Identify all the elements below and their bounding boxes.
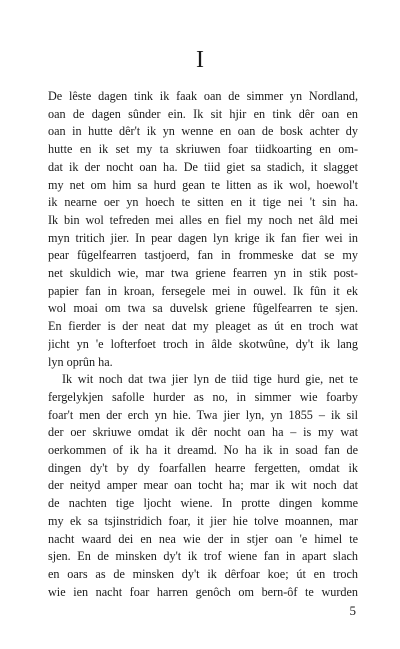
text-line: my ek sa tsjinstridich foar, it jier hie tolve moannen, mar — [48, 513, 358, 528]
text-line: der oer skriuwe omdat ik dêr nocht oan ha – is my wat — [48, 425, 358, 440]
text-line: dingen dy't by dy foarfallen hearre fergetten, omdat ik — [48, 460, 358, 475]
text-line: oan in hutte dêr't ik yn wenne en oan de bosk achter dy — [48, 124, 358, 139]
text-line: papier fan in kroan, fersegele mei in ouwel. Ik fûn it ek — [48, 283, 358, 298]
text-line: my net om him sa hurd gean te litten as ik wol, hoewol't — [48, 177, 358, 192]
text-line: lyn oprûn ha. — [48, 354, 113, 369]
text-line: jicht yn 'e lofterfoet troch in âlde skotwûne, dy't ik lang — [48, 336, 358, 351]
text-line: fergelykjen safolle hurder as no, in simmer wie foarby — [48, 389, 358, 404]
text-line: wie ien nacht foar harren genôch om bern-ôf te wurden — [48, 584, 358, 599]
page-number: 5 — [349, 603, 356, 618]
text-line: wol moai om twa sa duvelsk griene fûgelfearren te sjen. — [48, 301, 358, 316]
chapter-heading: I — [196, 47, 204, 73]
text-line: der neityd amper mear oan tocht ha; mar ik wit noch dat — [48, 478, 358, 493]
text-line: myn tritich jier. In pear dagen lyn krige ik fan fier wei in — [48, 230, 358, 245]
text-line: De lêste dagen tink ik faak oan de simmer yn Nordland, — [48, 89, 358, 103]
text-line: sjen. En de minsken dy't ik trof wiene fan in apart slach — [48, 549, 358, 564]
text-line: nacht waard dei en nea wie der in stjer oan 'e himel te — [48, 531, 358, 546]
paragraph-2 — [48, 371, 358, 601]
text-line: Ik wit noch dat twa jier lyn de tiid tige hurd gie, net te — [62, 372, 358, 387]
text-line: foar't men der erch yn hie. Twa jier lyn, yn 1855 – ik sil — [48, 407, 358, 422]
text-line: Ik bin wol tefreden mei alles en fiel my noch net âld mei — [48, 212, 358, 227]
text-line: hutte en ik set my ta skriuwen foar tiidkoarting en om- — [48, 142, 358, 157]
text-line: de nachten tige ljocht wiene. In protte dingen komme — [48, 496, 358, 511]
paragraph-1 — [48, 88, 358, 371]
text-line: En fierder is der neat dat my pleaget as út en troch wat — [48, 319, 358, 334]
body-text — [48, 88, 358, 601]
text-line: ik nearne oer yn hoech te sitten en it tige nei 't sin ha. — [48, 195, 358, 210]
text-line: oan de dagen sûnder ein. Ik sit hjir en tink dêr oan en — [48, 106, 358, 121]
text-line: en oars as de minsken dy't ik dêrfoar koe; út en troch — [48, 566, 358, 581]
text-line: pear fûgelfearren tastjoerd, fan in frommeske dat se my — [48, 248, 358, 263]
text-line: dat ik der nocht oan ha. De tiid giet sa stadich, it slagget — [48, 159, 358, 174]
text-line: net skuldich wie, mar twa griene fearren yn in stik post- — [48, 266, 358, 281]
text-line: oerkommen of ik ha it dreamd. No ha ik in soad fan de — [48, 443, 358, 458]
